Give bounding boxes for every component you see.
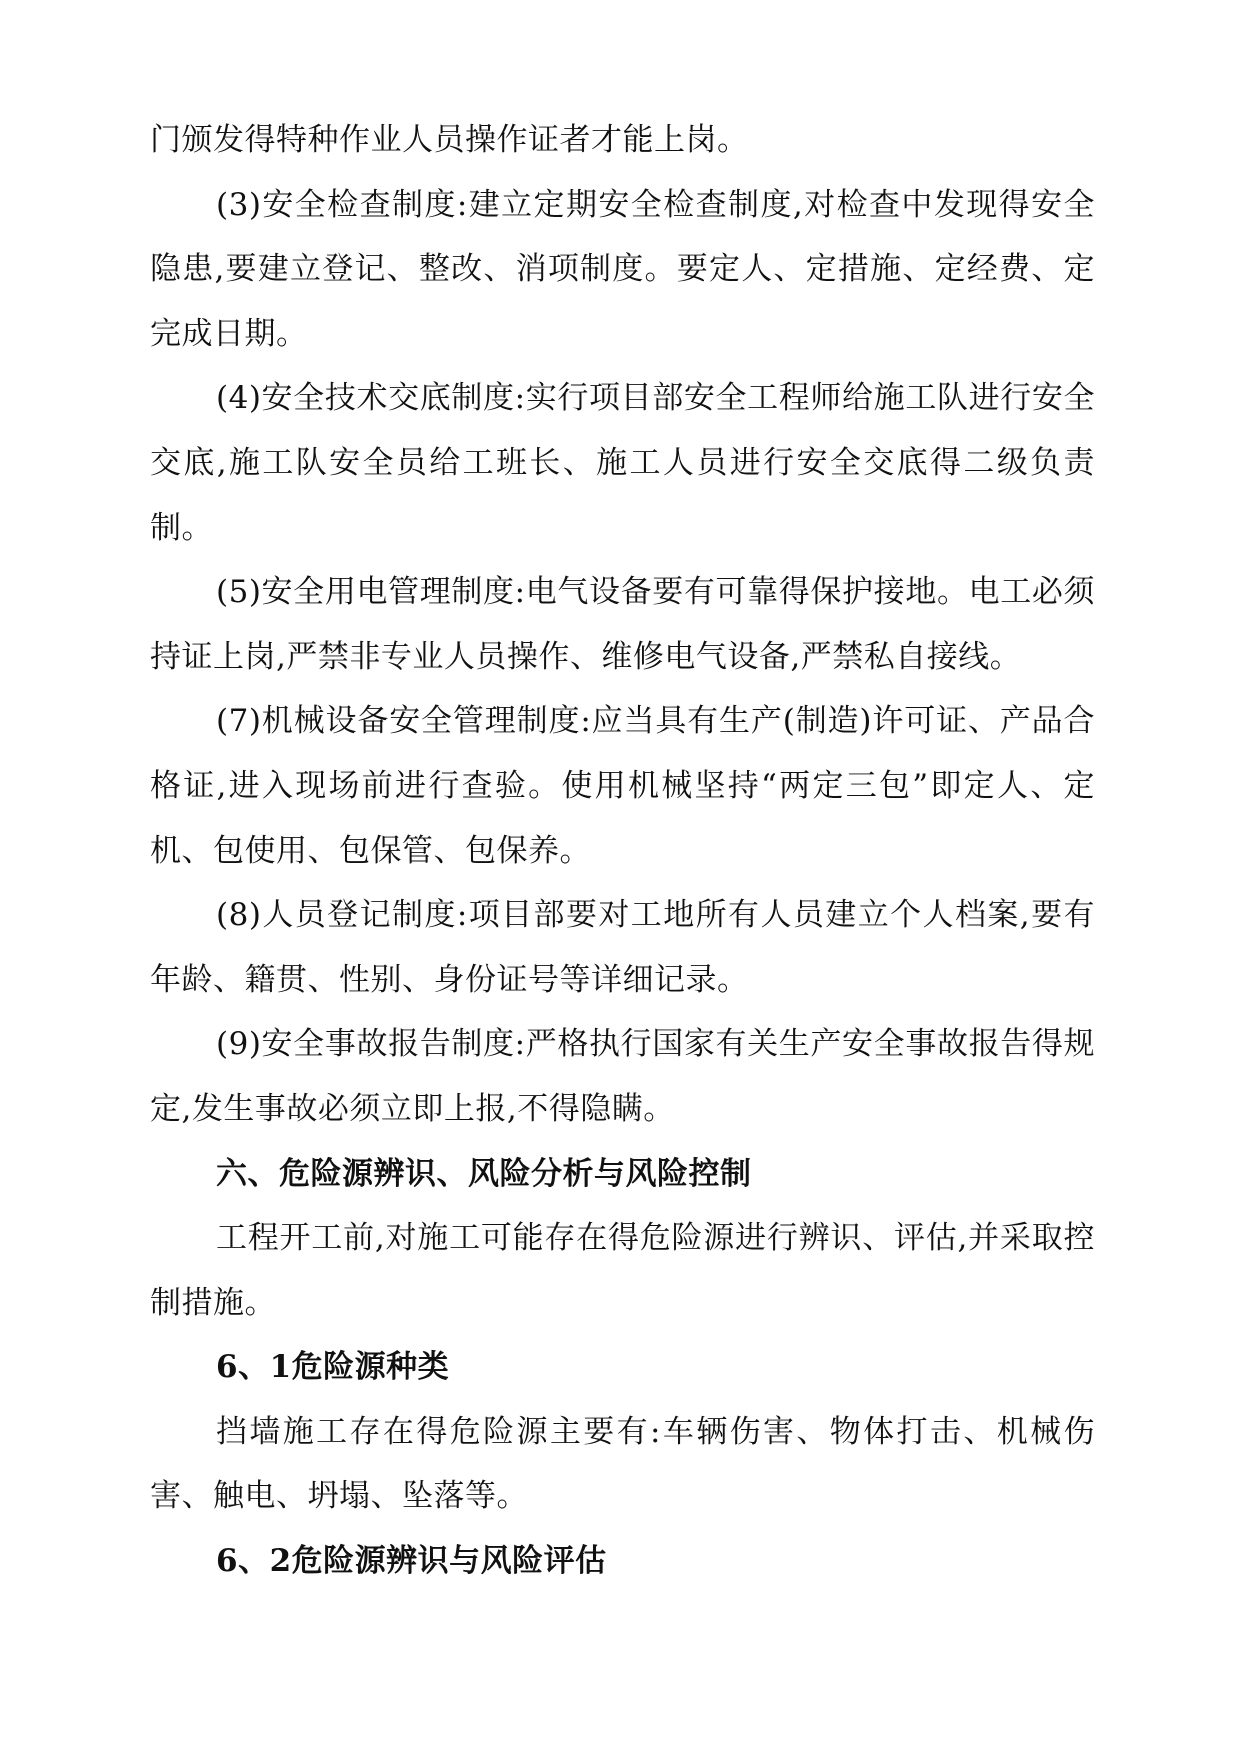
document-body	[150, 108, 1095, 1594]
paragraph-electricity-management: (5)安全用电管理制度:电气设备要有可靠得保护接地。电工必须持证上岗,严禁非专业人员操作、维修电气设备,严禁私自接线。	[150, 574, 1095, 675]
section-heading-hazard-control: 六、危险源辨识、风险分析与风险控制	[216, 1155, 752, 1192]
paragraph-safety-inspection: (3)安全检查制度:建立定期安全检查制度,对检查中发现得安全隐患,要建立登记、整改、消项制度。要定人、定措施、定经费、定完成日期。	[150, 186, 1095, 352]
paragraph-continuation: 门颁发得特种作业人员操作证者才能上岗。	[150, 122, 749, 158]
paragraph-hazard-intro: 工程开工前,对施工可能存在得危险源进行辨识、评估,并采取控制措施。	[150, 1220, 1095, 1321]
paragraph-accident-reporting: (9)安全事故报告制度:严格执行国家有关生产安全事故报告得规定,发生事故必须立即上报,不得隐瞒。	[150, 1026, 1095, 1127]
paragraph-hazard-types: 挡墙施工存在得危险源主要有:车辆伤害、物体打击、机械伤害、触电、坍塌、坠落等。	[150, 1413, 1095, 1515]
subsection-heading-risk-assessment: 6、2危险源辨识与风险评估	[216, 1543, 607, 1580]
paragraph-technical-briefing: (4)安全技术交底制度:实行项目部安全工程师给施工队进行安全交底,施工队安全员给工班长、施工人员进行安全交底得二级负责制。	[150, 380, 1095, 546]
subsection-heading-hazard-types: 6、1危险源种类	[216, 1349, 450, 1386]
paragraph-machinery-management: (7)机械设备安全管理制度:应当具有生产(制造)许可证、产品合格证,进入现场前进行查验。使用机械坚持“两定三包”即定人、定机、包使用、包保管、包保养。	[150, 703, 1095, 869]
paragraph-personnel-registration: (8)人员登记制度:项目部要对工地所有人员建立个人档案,要有年龄、籍贯、性别、身份证号等详细记录。	[150, 897, 1095, 998]
